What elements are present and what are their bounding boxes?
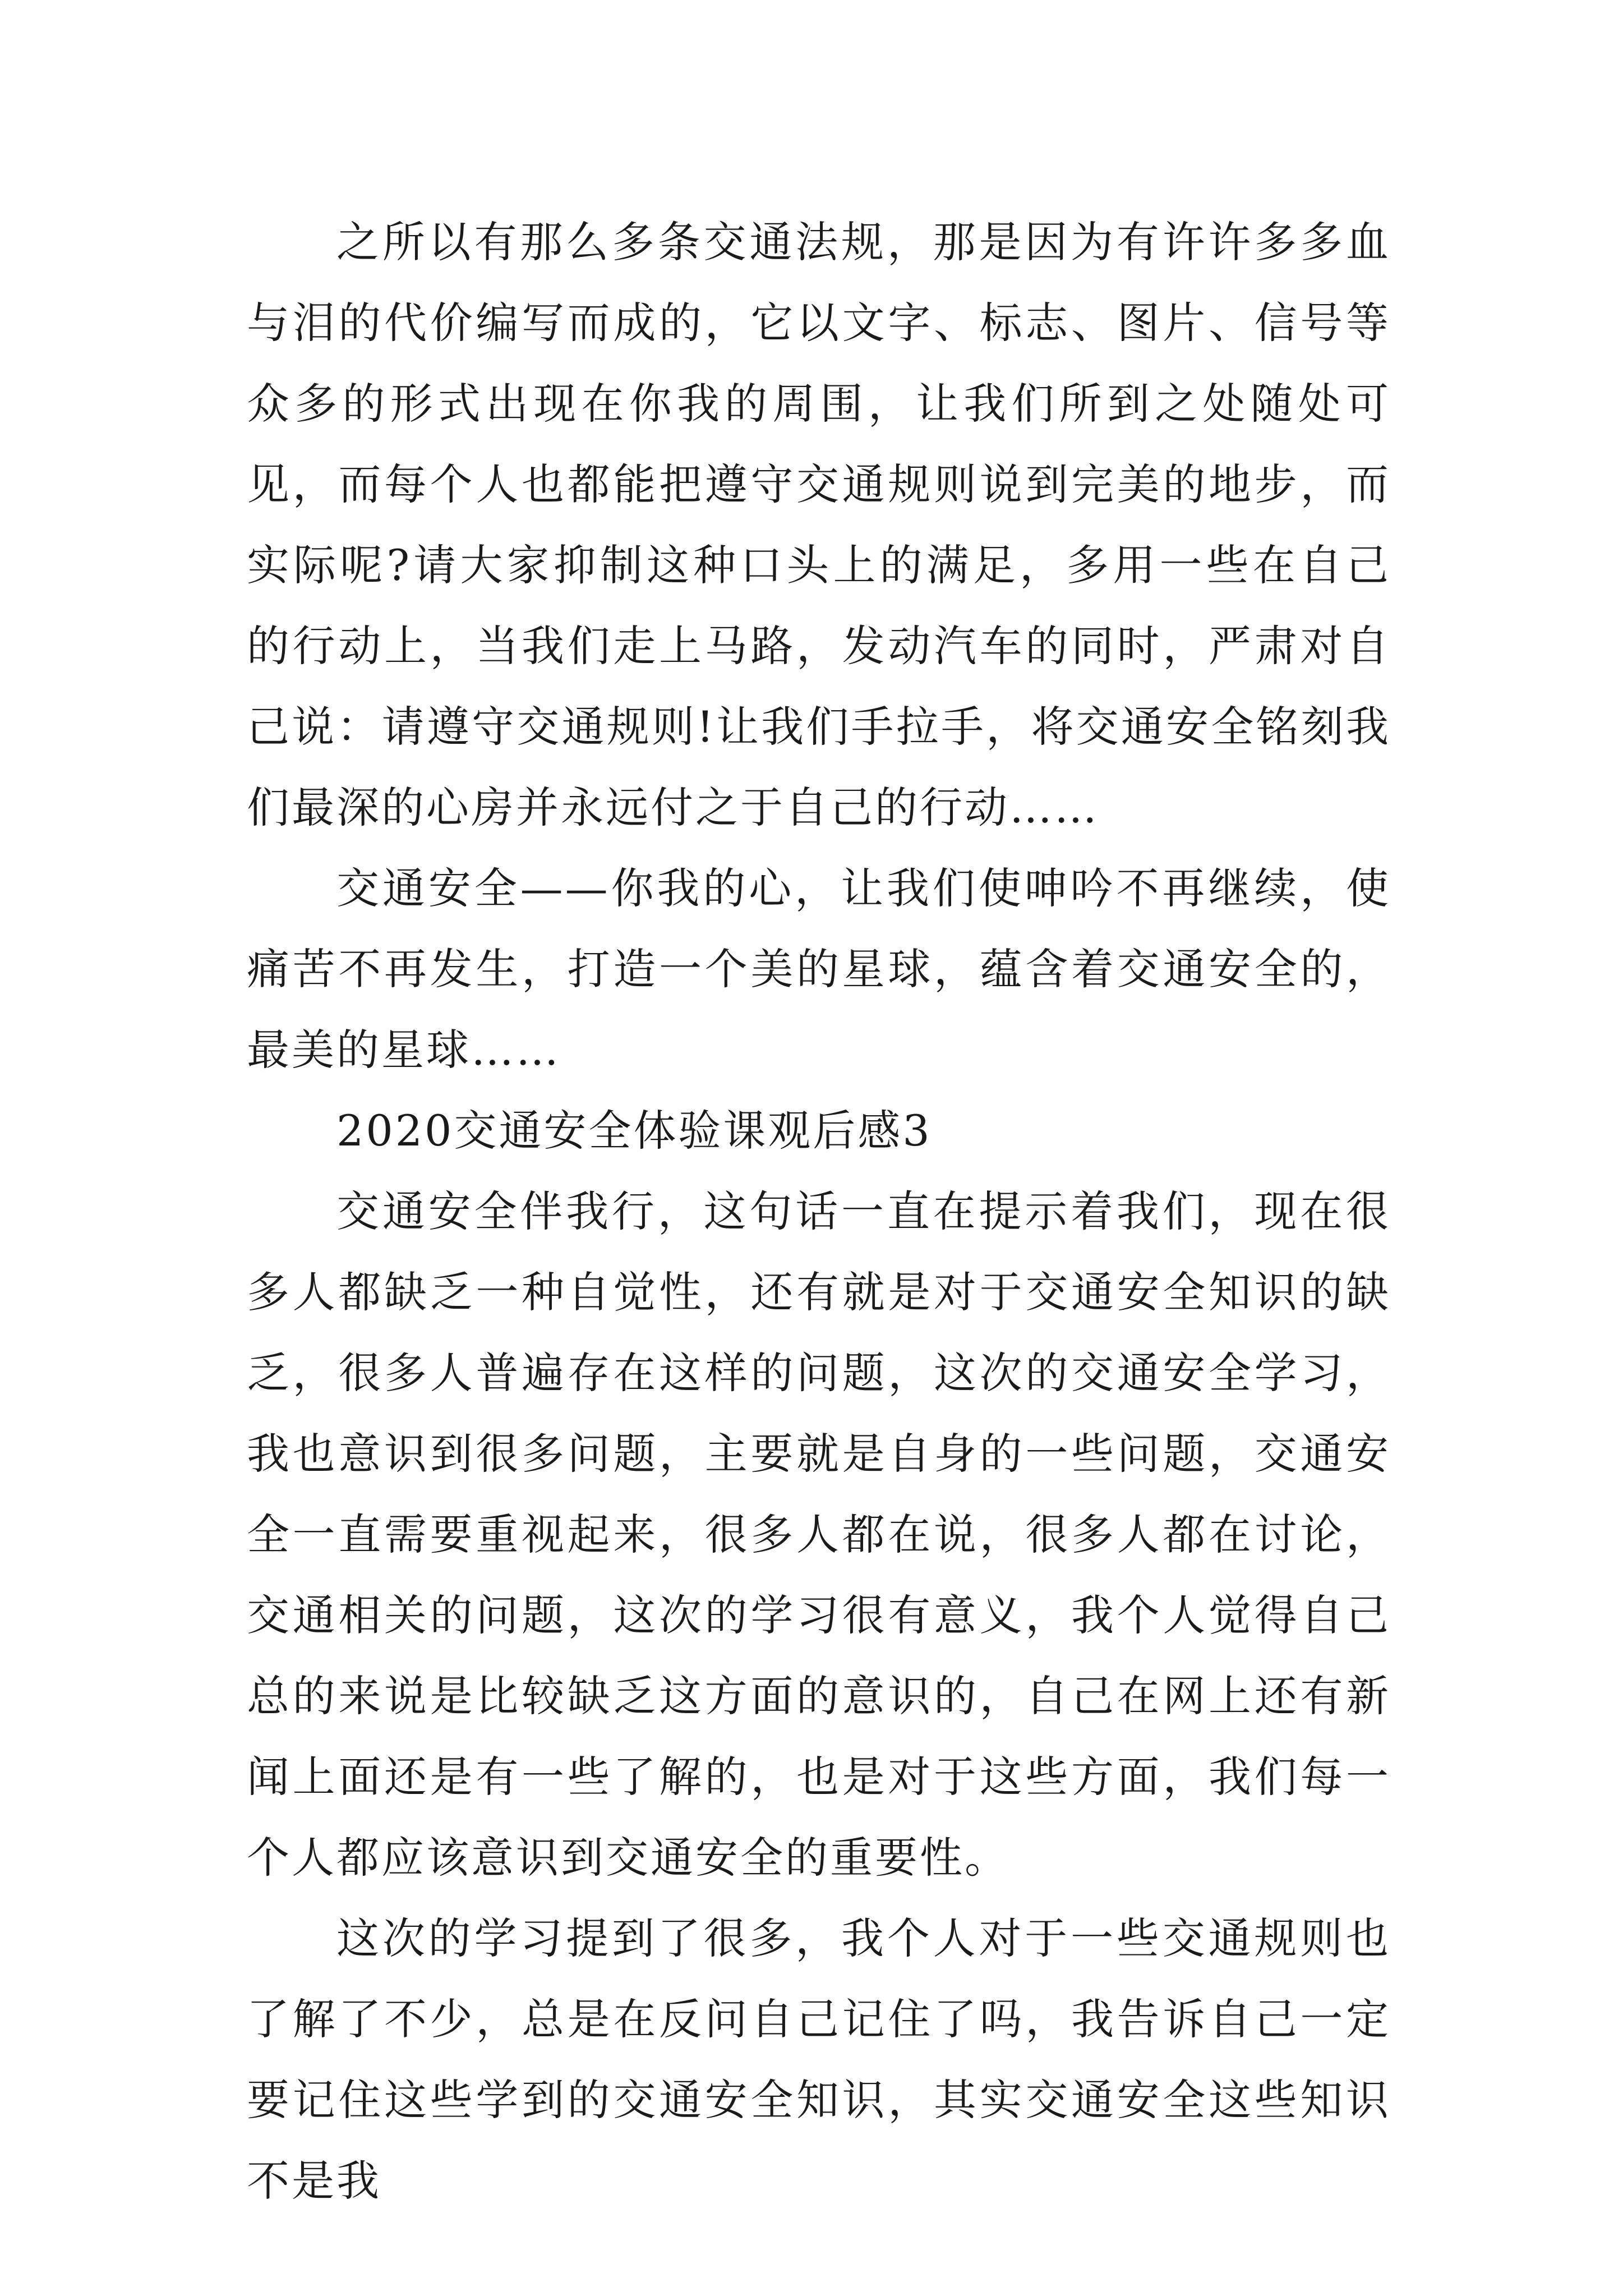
document-body [247, 202, 1391, 2221]
body-paragraph-4: 这次的学习提到了很多，我个人对于一些交通规则也了解了不少，总是在反问自己记住了吗，我告诉自己一定要记住这些学到的交通安全知识，其实交通安全这些知识不是我 [247, 1913, 1391, 2206]
body-paragraph-3: 交通安全伴我行，这句话一直在提示着我们，现在很多人都缺乏一种自觉性，还有就是对于交通安全知识的缺乏，很多人普遍存在这样的问题，这次的交通安全学习，我也意识到很多问题，主要就是自身的一些问题，交通安全一直需要重视起来，很多人都在说，很多人都在讨论，交通相关的问题，这次的学习很有意义，我个人觉得自己总的来说是比较缺乏这方面的意识的，自己在网上还有新闻上面还是有一些了解的，也是对于这些方面，我们每一个人都应该意识到交通安全的重要性。 [247, 1186, 1391, 1883]
section-heading: 2020交通安全体验课观后感3 [336, 1106, 932, 1156]
body-paragraph-1: 之所以有那么多条交通法规，那是因为有许许多多血与泪的代价编写而成的，它以文字、标志、图片、信号等众多的形式出现在你我的周围，让我们所到之处随处可见，而每个人也都能把遵守交通规则说到完美的地步，而实际呢?请大家抑制这种口头上的满足，多用一些在自己的行动上，当我们走上马路，发动汽车的同时，严肃对自己说：请遵守交通规则!让我们手拉手，将交通安全铭刻我们最深的心房并永远付之于自己的行动…… [247, 217, 1391, 832]
body-paragraph-2: 交通安全——你我的心，让我们使呻吟不再继续，使痛苦不再发生，打造一个美的星球，蕴含着交通安全的，最美的星球…… [247, 863, 1391, 1075]
